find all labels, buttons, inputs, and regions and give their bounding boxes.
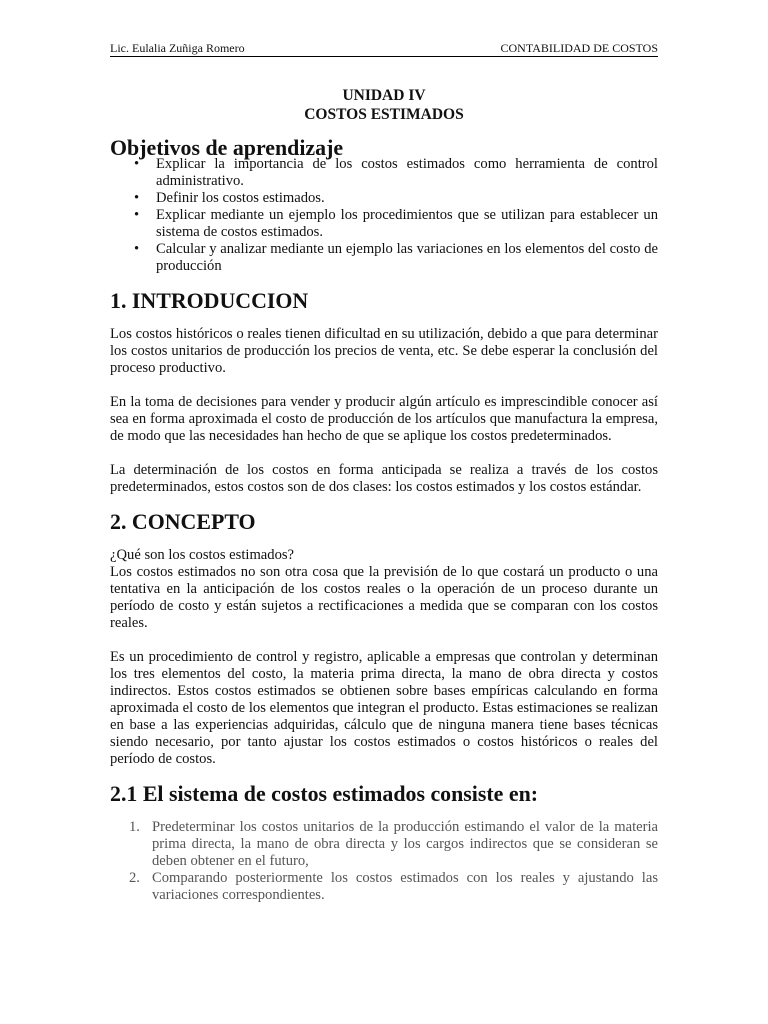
header-author: Lic. Eulalia Zuñiga Romero xyxy=(110,41,245,55)
objective-text: Definir los costos estimados. xyxy=(156,190,325,206)
intro-paragraph: La determinación de los costos en forma anticipada se realiza a través de los costos predeterminados, estos costos son de dos clases: los costos estimados y los costos estándar. xyxy=(110,462,658,495)
objective-text: Explicar la importancia de los costos estimados como herramienta de control administrativo. xyxy=(156,156,658,189)
list-item xyxy=(110,207,658,241)
system-heading: 2.1 El sistema de costos estimados consiste en: xyxy=(110,781,539,806)
document-body xyxy=(110,86,658,904)
objective-text: Calcular y analizar mediante un ejemplo las variaciones en los elementos del costo de producción xyxy=(156,241,658,274)
intro-heading: 1. INTRODUCCION xyxy=(110,288,309,313)
list-item xyxy=(110,190,658,207)
objectives-list xyxy=(110,156,658,275)
bullet-icon: • xyxy=(134,241,140,257)
bullet-icon: • xyxy=(134,207,140,223)
unit-title: UNIDAD IV xyxy=(342,87,426,104)
list-item xyxy=(110,870,658,904)
system-steps-list xyxy=(110,819,658,904)
bullet-icon: • xyxy=(134,156,140,172)
step-text: Comparando posteriormente los costos estimados con los reales y ajustando las variaciones correspondientes. xyxy=(152,870,658,903)
concept-paragraph: Es un procedimiento de control y registro, aplicable a empresas que controlan y determinan los tres elementos del costo, la materia prima directa, la mano de obra directa y costos indirectos. Estos costos estimados se obtienen sobre bases empíricas calculando en forma aproximada el costo de los elementos que integran el producto. Estas estimaciones se realizan en base a las experiencias adquiridas, cálculo que de ninguna manera tiene bases técnicas siendo necesario, por tanto ajustar los costos estimados o costos históricos o reales del período de costos. xyxy=(110,649,658,767)
step-number: 2. xyxy=(129,870,140,886)
list-item xyxy=(110,241,658,275)
bullet-icon: • xyxy=(134,190,140,206)
objectives-heading: Objetivos de aprendizaje xyxy=(110,135,344,160)
page-header xyxy=(110,41,658,57)
concept-heading: 2. CONCEPTO xyxy=(110,509,256,534)
intro-paragraph: Los costos históricos o reales tienen dificultad en su utilización, debido a que para determinar los costos unitarios de producción los precios de venta, etc. Se debe esperar la conclusión del proceso productivo. xyxy=(110,326,658,376)
concept-paragraph: Los costos estimados no son otra cosa que la previsión de lo que costará un producto o una tentativa en la anticipación de los costos reales o la operación de un proceso durante un período de costo y están sujetos a rectificaciones a medida que se comparan con los costos reales. xyxy=(110,564,658,631)
header-course: CONTABILIDAD DE COSTOS xyxy=(500,41,658,55)
concept-question: ¿Qué son los costos estimados? xyxy=(110,547,295,563)
objective-text: Explicar mediante un ejemplo los procedimientos que se utilizan para establecer un sistema de costos estimados. xyxy=(156,207,658,240)
unit-subtitle: COSTOS ESTIMADOS xyxy=(304,106,464,123)
list-item xyxy=(110,156,658,190)
step-text: Predeterminar los costos unitarios de la producción estimando el valor de la materia prima directa, la mano de obra directa y los cargos indirectos que se consideran se deben obtener en el futuro, xyxy=(152,819,658,869)
intro-paragraph: En la toma de decisiones para vender y producir algún artículo es imprescindible conocer así sea en forma aproximada el costo de producción de los artículos que manufactura la empresa, de modo que las necesidades han hecho de que se aplique los costos predeterminados. xyxy=(110,394,658,444)
list-item xyxy=(110,819,658,870)
step-number: 1. xyxy=(129,819,140,835)
